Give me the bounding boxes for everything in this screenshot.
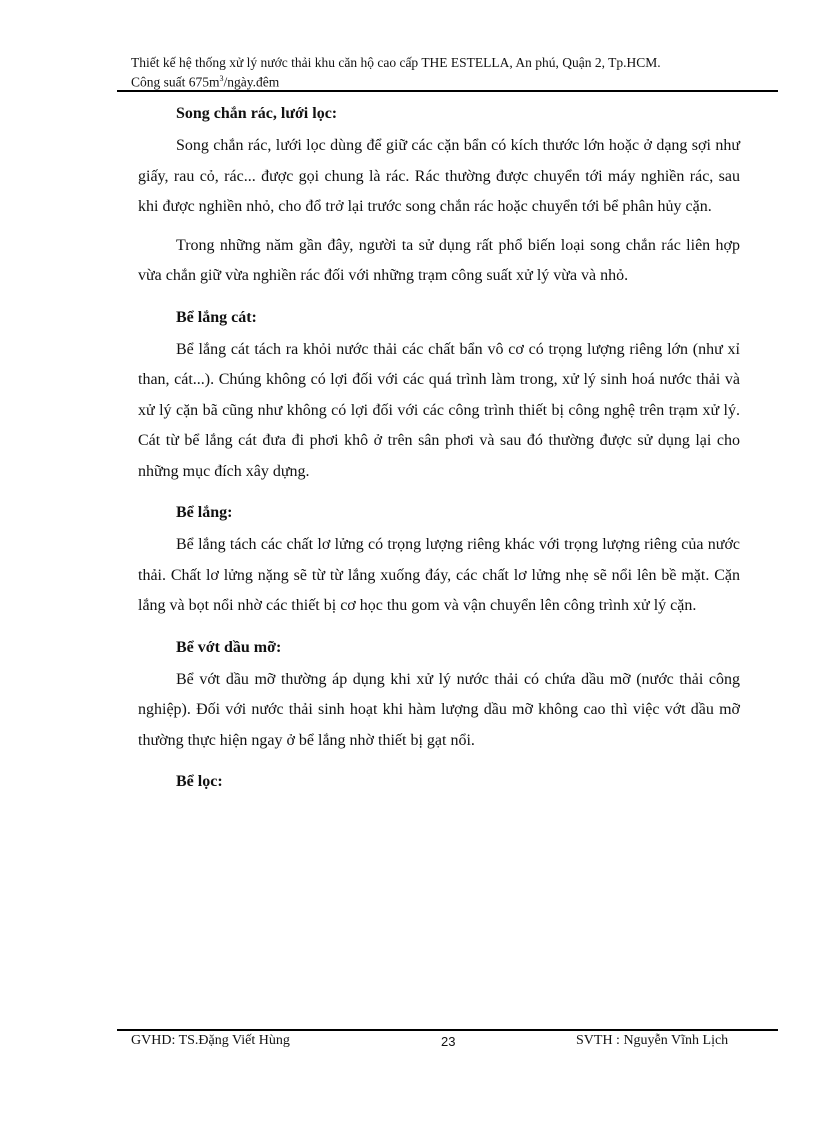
body-paragraph: Song chắn rác, lưới lọc dùng để giữ các cặn bẩn có kích thước lớn hoặc ở dạng sợi như giấy, rau cỏ, rác... được gọi chung là rác. Rác thường được chuyển tới máy nghiền rác, sau khi được nghiền nhỏ, cho đổ trở lại trước song chắn rác hoặc chuyển tới bể phân hủy cặn. [138,137,740,215]
body-paragraph: Trong những năm gần đây, người ta sử dụng rất phổ biến loại song chắn rác liên hợp vừa chắn giữ vừa nghiền rác đối với những trạm công suất xử lý vừa và nhỏ. [138,236,740,284]
page-header [131,55,777,91]
document-body [138,96,740,799]
body-paragraph: Bể lắng tách các chất lơ lửng có trọng lượng riêng khác với trọng lượng riêng của nước thải. Chất lơ lửng nặng sẽ từ từ lắng xuống đáy, các chất lơ lửng nhẹ sẽ nổi lên bề mặt. Cặn lắng và bọt nổi nhờ các thiết bị cơ học thu gom và vận chuyển lên công trình xử lý cặn. [138,536,740,614]
body-paragraph: Bể vớt dầu mỡ thường áp dụng khi xử lý nước thải có chứa dầu mỡ (nước thải công nghiệp). Đối với nước thải sinh hoạt khi hàm lượng dầu mỡ không cao thì việc vớt dầu mỡ thường thực hiện ngay ở bể lắng nhờ thiết bị gạt nổi. [138,670,740,749]
header-divider [117,90,778,92]
footer-student: SVTH : Nguyễn Vĩnh Lịch [576,1033,729,1048]
header-capacity-line [131,71,777,91]
section-heading: Bể vớt dầu mỡ: [176,638,282,656]
section-heading: Bể lắng: [176,504,233,521]
header-title-line: Thiết kế hệ thống xử lý nước thải khu căn hộ cao cấp THE ESTELLA, An phú, Quận 2, Tp.HCM. [131,55,661,70]
footer-divider [117,1029,778,1031]
footer-supervisor: GVHD: TS.Đặng Viết Hùng [131,1033,290,1048]
section-heading: Bể lắng cát: [176,308,257,326]
header-capacity-unit: /ngày.đêm [223,74,280,90]
section-heading: Song chắn rác, lưới lọc: [176,105,338,122]
header-capacity-text: Công suất 675m [131,74,220,90]
section-heading: Bể lọc: [176,773,223,790]
header-capacity-exponent: 3 [219,74,224,83]
page-number: 23 [441,1034,456,1049]
body-paragraph: Bể lắng cát tách ra khỏi nước thải các chất bẩn vô cơ có trọng lượng riêng lớn (như xỉ than, cát...). Chúng không có lợi đối với các quá trình làm trong, xử lý sinh hoá nước thải và xử lý cặn bã cũng như không có lợi đối với các công trình thiết bị công nghệ trên trạm xử lý. Cát từ bể lắng cát đưa đi phơi khô ở trên sân phơi và sau đó thường được sử dụng lại cho những mục đích xây dựng. [138,340,740,480]
